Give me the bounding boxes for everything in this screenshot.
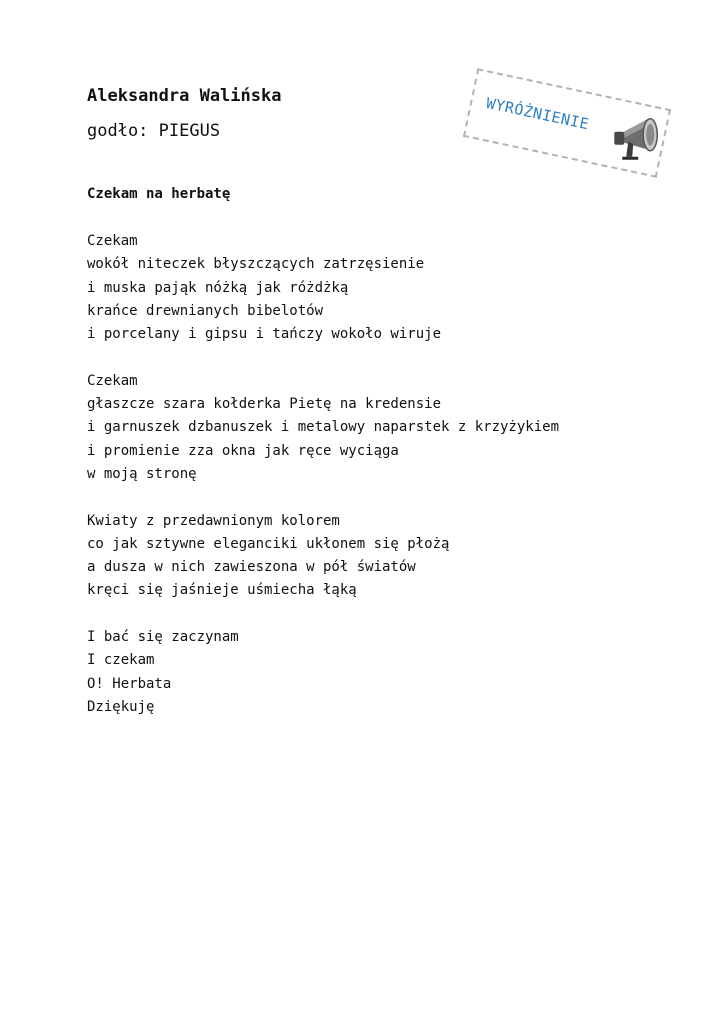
poem-line: a dusza w nich zawieszona w pół światów [87, 559, 416, 576]
stanza [87, 230, 687, 346]
author-name: Aleksandra Walińska [87, 86, 282, 106]
poem-body [87, 230, 687, 743]
poem-line: Czekam [87, 372, 138, 389]
poem-line: i muska pająk nóżką jak różdżką [87, 279, 349, 296]
poem-line: w moją stronę [87, 465, 197, 482]
poem-line: O! Herbata [87, 675, 172, 692]
poem-line: Dziękuję [87, 698, 155, 715]
megaphone-icon [608, 111, 664, 167]
poem-line: Kwiaty z przedawnionym kolorem [87, 512, 340, 529]
award-stamp [463, 68, 671, 178]
poem-line: głaszcze szara kołderka Pietę na kredensie [87, 396, 442, 413]
motto: godło: PIEGUS [87, 121, 221, 141]
stanza [87, 626, 687, 719]
poem-line: kręci się jaśnieje uśmiecha łąką [87, 582, 357, 599]
poem-line: krańce drewnianych bibelotów [87, 302, 324, 319]
poem-line: i promienie zza okna jak ręce wyciąga [87, 442, 399, 459]
stanza [87, 510, 687, 603]
poem-title: Czekam na herbatę [87, 186, 231, 202]
poem-line: I bać się zaczynam [87, 629, 239, 646]
stanza [87, 370, 687, 486]
poem-line: Czekam [87, 233, 138, 249]
award-label: WYRÓŻNIENIE [484, 94, 591, 134]
poem-line: wokół niteczek błyszczących zatrzęsienie [87, 256, 425, 273]
poem-line: i porcelany i gipsu i tańczy wokoło wiruje [87, 326, 442, 343]
poem-line: I czekam [87, 652, 155, 669]
poem-line: co jak sztywne eleganciki ukłonem się płożą [87, 535, 450, 552]
poem-line: i garnuszek dzbanuszek i metalowy naparstek z krzyżykiem [87, 419, 560, 436]
